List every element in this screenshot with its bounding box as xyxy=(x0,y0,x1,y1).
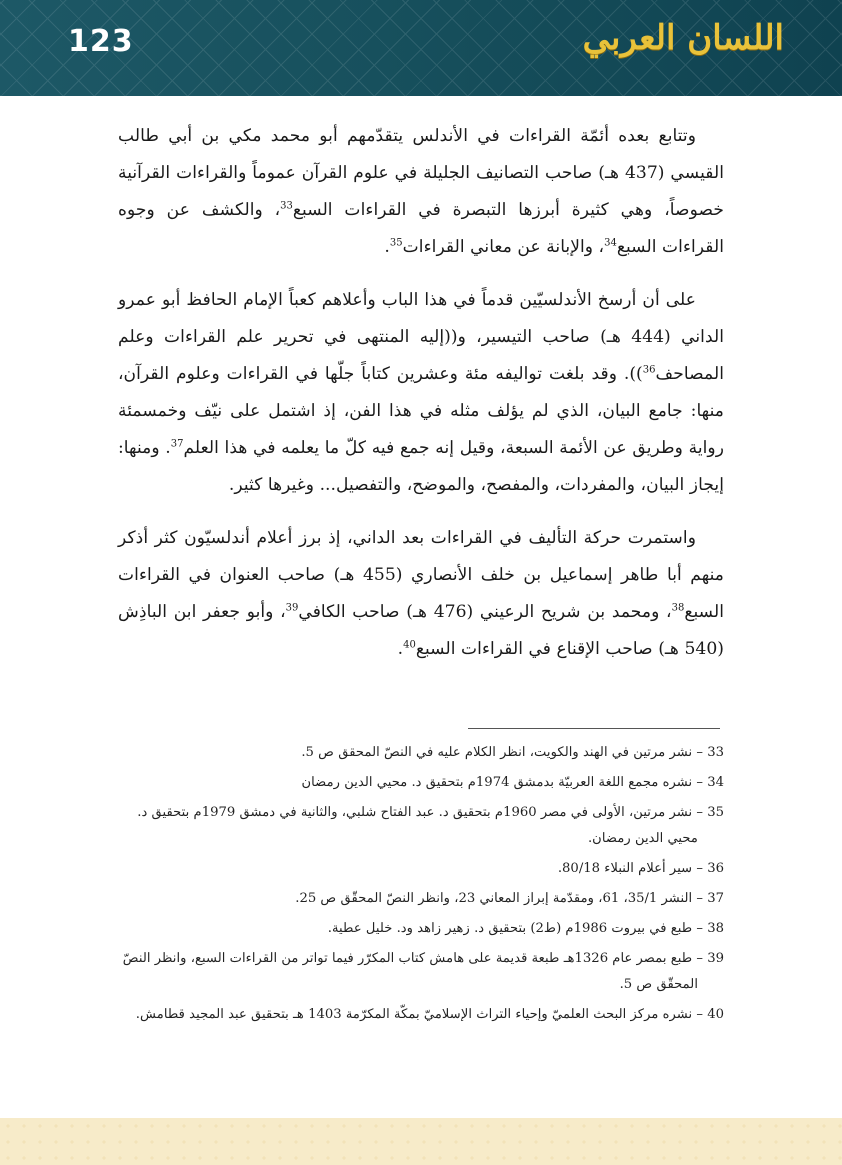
footnotes xyxy=(118,740,724,1032)
footnote-text: – نشر مرتين في الهند والكويت، انظر الكلام عليه في النصّ المحقق ص 5. xyxy=(301,745,704,760)
footnote-number: 37 xyxy=(707,891,724,906)
text-run: واستمرت حركة التأليف في القراءات بعد الداني، إذ برز أعلام أندلسيّون كثر أذكر منهم أبا طاهر إسماعيل بن خلف الأنصاري (455 هـ) صاحب العنوان في القراءات السبع xyxy=(118,528,725,622)
footnote-ref: 37 xyxy=(170,438,184,450)
footnote-number: 40 xyxy=(707,1007,724,1022)
footnote-ref: 39 xyxy=(285,602,299,614)
paragraph xyxy=(118,118,724,266)
journal-logo: اللسان العربي xyxy=(582,18,784,58)
footnote-number: 34 xyxy=(707,775,724,790)
footnote xyxy=(118,1002,724,1028)
text-run: . xyxy=(397,639,404,659)
footnote-divider xyxy=(468,728,720,729)
text-run: ، والإبانة عن معاني القراءات xyxy=(402,237,605,257)
text-run: ، ومحمد بن شريح الرعيني (476 هـ) صاحب الكافي xyxy=(298,602,672,622)
footnote-text: – طبع في بيروت 1986م (ط2) بتحقيق د. زهير زاهد ود. خليل عطية. xyxy=(327,921,704,936)
footnote-number: 38 xyxy=(707,921,724,936)
text-run: وتتابع بعده أئمّة القراءات في الأندلس يتقدّمهم أبو محمد مكي بن أبي طالب القيسي (437 هـ) صاحب التصانيف الجليلة في علوم القرآن عموماً والقراءات القرآنية خصوصاً، وهي كثيرة أبرزها التبصرة في القراءات السبع xyxy=(118,126,724,220)
page-number: 123 xyxy=(68,24,134,59)
page-header xyxy=(0,0,842,96)
footnote xyxy=(118,856,724,882)
footnote-text: – سير أعلام النبلاء 80/18. xyxy=(557,861,704,876)
footnote xyxy=(118,886,724,912)
footnote-number: 35 xyxy=(707,805,724,820)
footnote-ref: 33 xyxy=(280,200,293,212)
footnote-text: – النشر 35/1، 61، ومقدّمة إبراز المعاني 23، وانظر النصّ المحقّق ص 25. xyxy=(295,891,704,906)
footnote-text: – نشره مجمع اللغة العربيّة بدمشق 1974م بتحقيق د. محيي الدين رمضان xyxy=(301,775,704,790)
text-run: . ومنها: إيجاز البيان، والمفردات، والمفصح، والموضح، والتفصيل... وغيرها كثير. xyxy=(118,438,724,495)
text-run: . xyxy=(384,237,390,257)
footnote-text: – طبع بمصر عام 1326هـ طبعة قديمة على هامش كتاب المكرّر فيما تواتر من القراءات السبع، وانظر النصّ المحقّق ص 5. xyxy=(122,951,704,992)
footnote xyxy=(118,800,724,852)
footnote xyxy=(118,740,724,766)
footnote-ref: 35 xyxy=(389,237,403,249)
text-run: على أن أرسخ الأندلسيّين قدماً في هذا الباب وأعلاهم كعباً الإمام الحافظ أبو عمرو الداني (444 هـ) صاحب التيسير، و((إليه المنتهى في تحرير علم القراءات وعلم المصاحف xyxy=(118,290,724,384)
footnote xyxy=(118,770,724,796)
footnote-ref: 34 xyxy=(604,237,617,249)
footnote-text: – نشر مرتين، الأولى في مصر 1960م بتحقيق د. عبد الفتاح شلبي، والثانية في دمشق 1979م بتحقيق د. محيي الدين رمضان. xyxy=(137,805,704,846)
text-run: )). وقد بلغت تواليفه مئة وعشرين كتاباً جلّها في القراءات وعلوم القرآن، منها: جامع البيان، الذي لم يؤلف مثله في هذا الفن، إذ اشتمل على نيّف وخمسمئة رواية وطريق عن الأئمة السبعة، وقيل إنه جمع فيه كلّ ما يعلمه في هذا العلم xyxy=(118,364,724,458)
footnote-text: – نشره مركز البحث العلميّ وإحياء التراث الإسلاميّ بمكّة المكرّمة 1403 هـ بتحقيق عبد المجيد قطامش. xyxy=(135,1007,704,1022)
footnote xyxy=(118,946,724,998)
footnote-ref: 36 xyxy=(642,364,656,376)
text-run: ، والكشف عن وجوه القراءات السبع xyxy=(118,200,724,257)
footnote-ref: 40 xyxy=(403,639,416,651)
text-run: ، وأبو جعفر ابن الباذِش (540 هـ) صاحب الإقناع في القراءات السبع xyxy=(118,602,724,659)
footnote-number: 36 xyxy=(707,861,724,876)
body-text xyxy=(118,118,724,684)
footnote-ref: 38 xyxy=(671,602,685,614)
bottom-decoration xyxy=(0,1118,842,1165)
footnote-number: 33 xyxy=(707,745,724,760)
footnote xyxy=(118,916,724,942)
paragraph xyxy=(118,520,724,668)
paragraph xyxy=(118,282,724,504)
bottom-pattern xyxy=(0,1118,842,1165)
footnote-number: 39 xyxy=(707,951,724,966)
